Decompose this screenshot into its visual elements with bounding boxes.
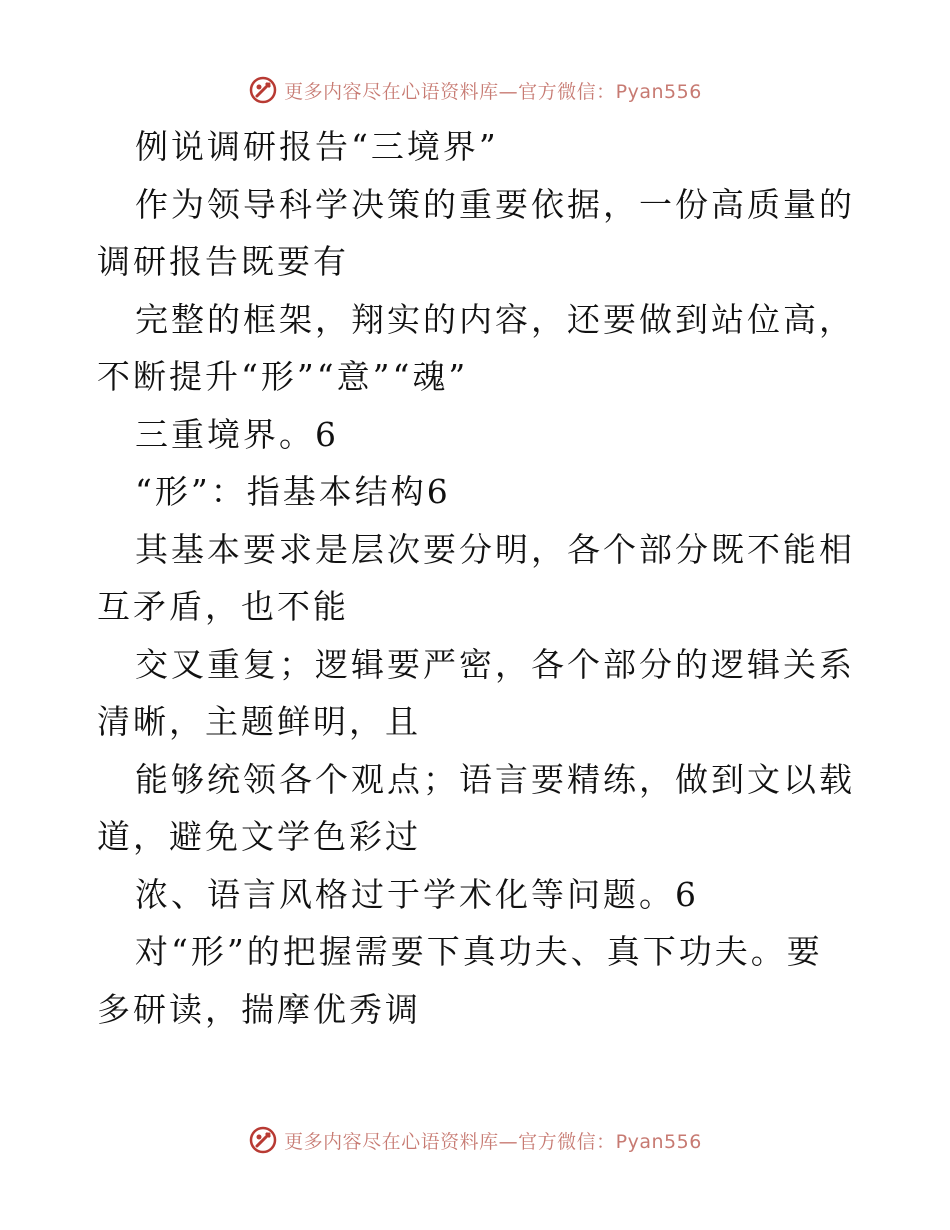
footer-watermark [0,1120,950,1160]
logo-icon [248,1125,278,1155]
paragraph-title: 例说调研报告“三境界” [135,127,499,166]
paragraph: 作为领导科学决策的重要依据，一份高质量的调研报告既要有 [97,184,855,281]
paragraph: 其基本要求是层次要分明，各个部分既不能相互矛盾，也不能 [97,529,855,626]
logo-icon [248,75,278,105]
paragraph: 对“形”的把握需要下真功夫、真下功夫。要多研读，揣摩优秀调 [97,932,823,1029]
document-body [97,118,857,1038]
paragraph: 三重境界。6 [135,414,339,454]
paragraph: 浓、语言风格过于学术化等问题。6 [135,874,699,914]
header-banner-text: 更多内容尽在心语资料库—官方微信：Pyan556 [284,80,702,103]
header-watermark [0,70,950,110]
paragraph: 交叉重复；逻辑要严密，各个部分的逻辑关系清晰，主题鲜明，且 [97,644,855,741]
paragraph: 完整的框架，翔实的内容，还要做到站位高，不断提升“形”“意”“魂” [97,299,855,396]
paragraph: 能够统领各个观点；语言要精练，做到文以载道，避免文学色彩过 [97,759,855,856]
footer-banner-text: 更多内容尽在心语资料库—官方微信：Pyan556 [284,1130,702,1153]
paragraph-section-heading: “形”：指基本结构6 [135,472,451,511]
